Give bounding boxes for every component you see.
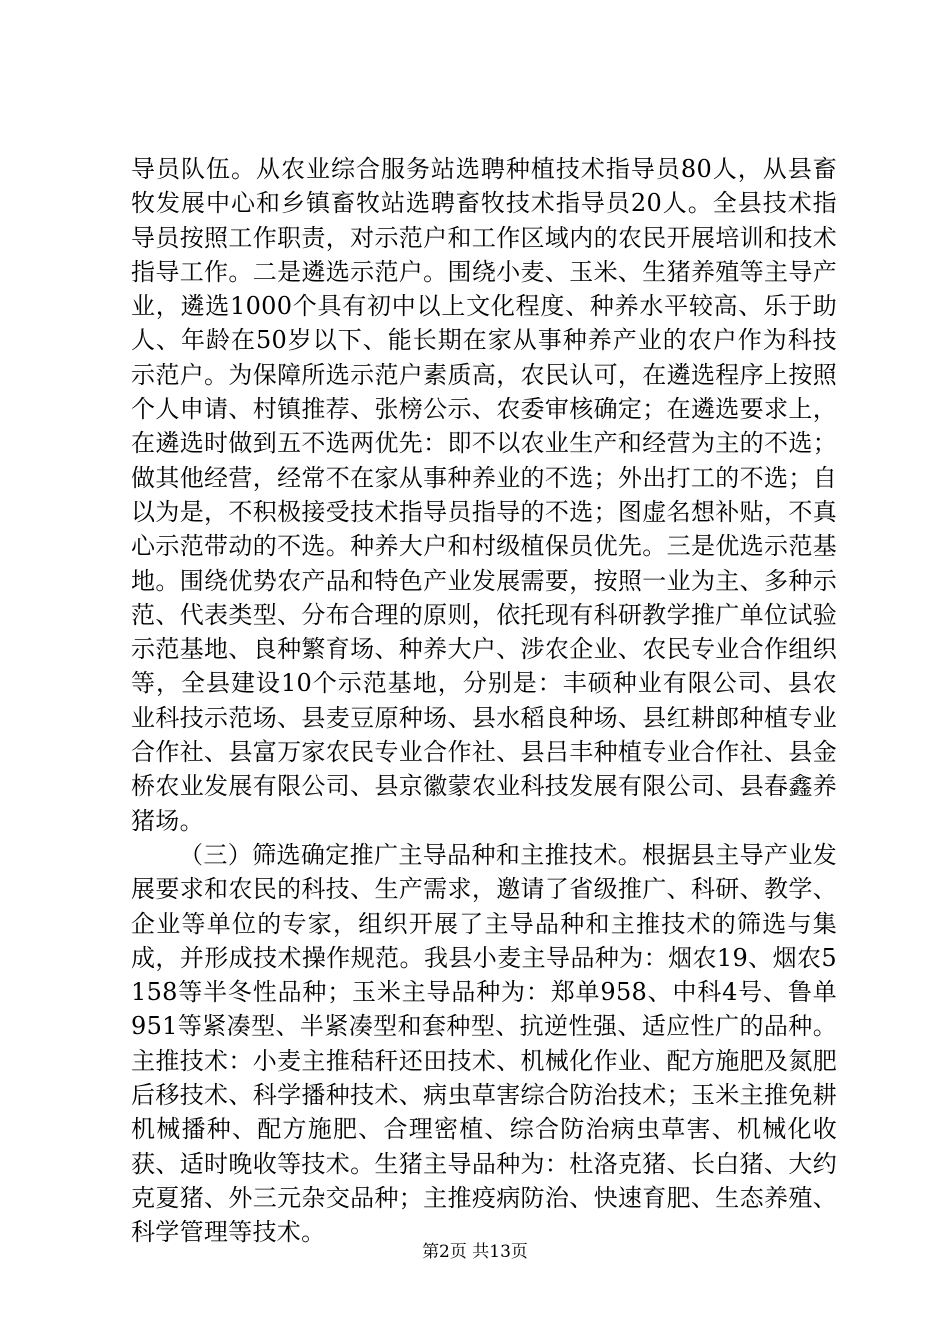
paragraph-2: （三）筛选确定推广主导品种和主推技术。根据县主导产业发展要求和农民的科技、生产需求，邀请了省级推广、科研、教学、企业等单位的专家，组织开展了主导品种和主推技术的筛选与集成，并形成技术操作规范。我县小麦主导品种为：烟农19、烟农5158等半冬性品种；玉米主导品种为：郑单958、中科4号、鲁单951等紧凑型、半紧凑型和套种型、抗逆性强、适应性广的品种。主推技术：小麦主推秸秆还田技术、机械化作业、配方施肥及氮肥后移技术、科学播种技术、病虫草害综合防治技术；玉米主推免耕机械播种、配方施肥、合理密植、综合防治病虫草害、机械化收获、适时晚收等技术。生猪主导品种为：杜洛克猪、长白猪、大约克夏猪、外三元杂交品种；主推疫病防治、快速育肥、生态养殖、科学管理等技术。 xyxy=(131,840,837,1247)
document-body xyxy=(131,152,837,1250)
page-number-footer: 第2页 共13页 xyxy=(422,1242,528,1262)
paragraph-1: 导员队伍。从农业综合服务站选聘种植技术指导员80人，从县畜牧发展中心和乡镇畜牧站选聘畜牧技术指导员20人。全县技术指导员按照工作职责，对示范户和工作区域内的农民开展培训和技术指导工作。二是遴选示范户。围绕小麦、玉米、生猪养殖等主导产业，遴选1000个具有初中以上文化程度、种养水平较高、乐于助人、年龄在50岁以下、能长期在家从事种养产业的农户作为科技示范户。为保障所选示范户素质高，农民认可，在遴选程序上按照个人申请、村镇推荐、张榜公示、农委审核确定；在遴选要求上，在遴选时做到五不选两优先：即不以农业生产和经营为主的不选；做其他经营，经常不在家从事种养业的不选；外出打工的不选；自以为是，不积极接受技术指导员指导的不选；图虚名想补贴，不真心示范带动的不选。种养大户和村级植保员优先。三是优选示范基地。围绕优势农产品和特色产业发展需要，按照一业为主、多种示范、代表类型、分布合理的原则，依托现有科研教学推广单位试验示范基地、良种繁育场、种养大户、涉农企业、农民专业合作组织等，全县建设10个示范基地，分别是：丰硕种业有限公司、县农业科技示范场、县麦豆原种场、县水稻良种场、县红耕郎种植专业合作社、县富万家农民专业合作社、县吕丰种植专业合作社、县金桥农业发展有限公司、县京徽蒙农业科技发展有限公司、县春鑫养猪场。 xyxy=(131,155,837,835)
